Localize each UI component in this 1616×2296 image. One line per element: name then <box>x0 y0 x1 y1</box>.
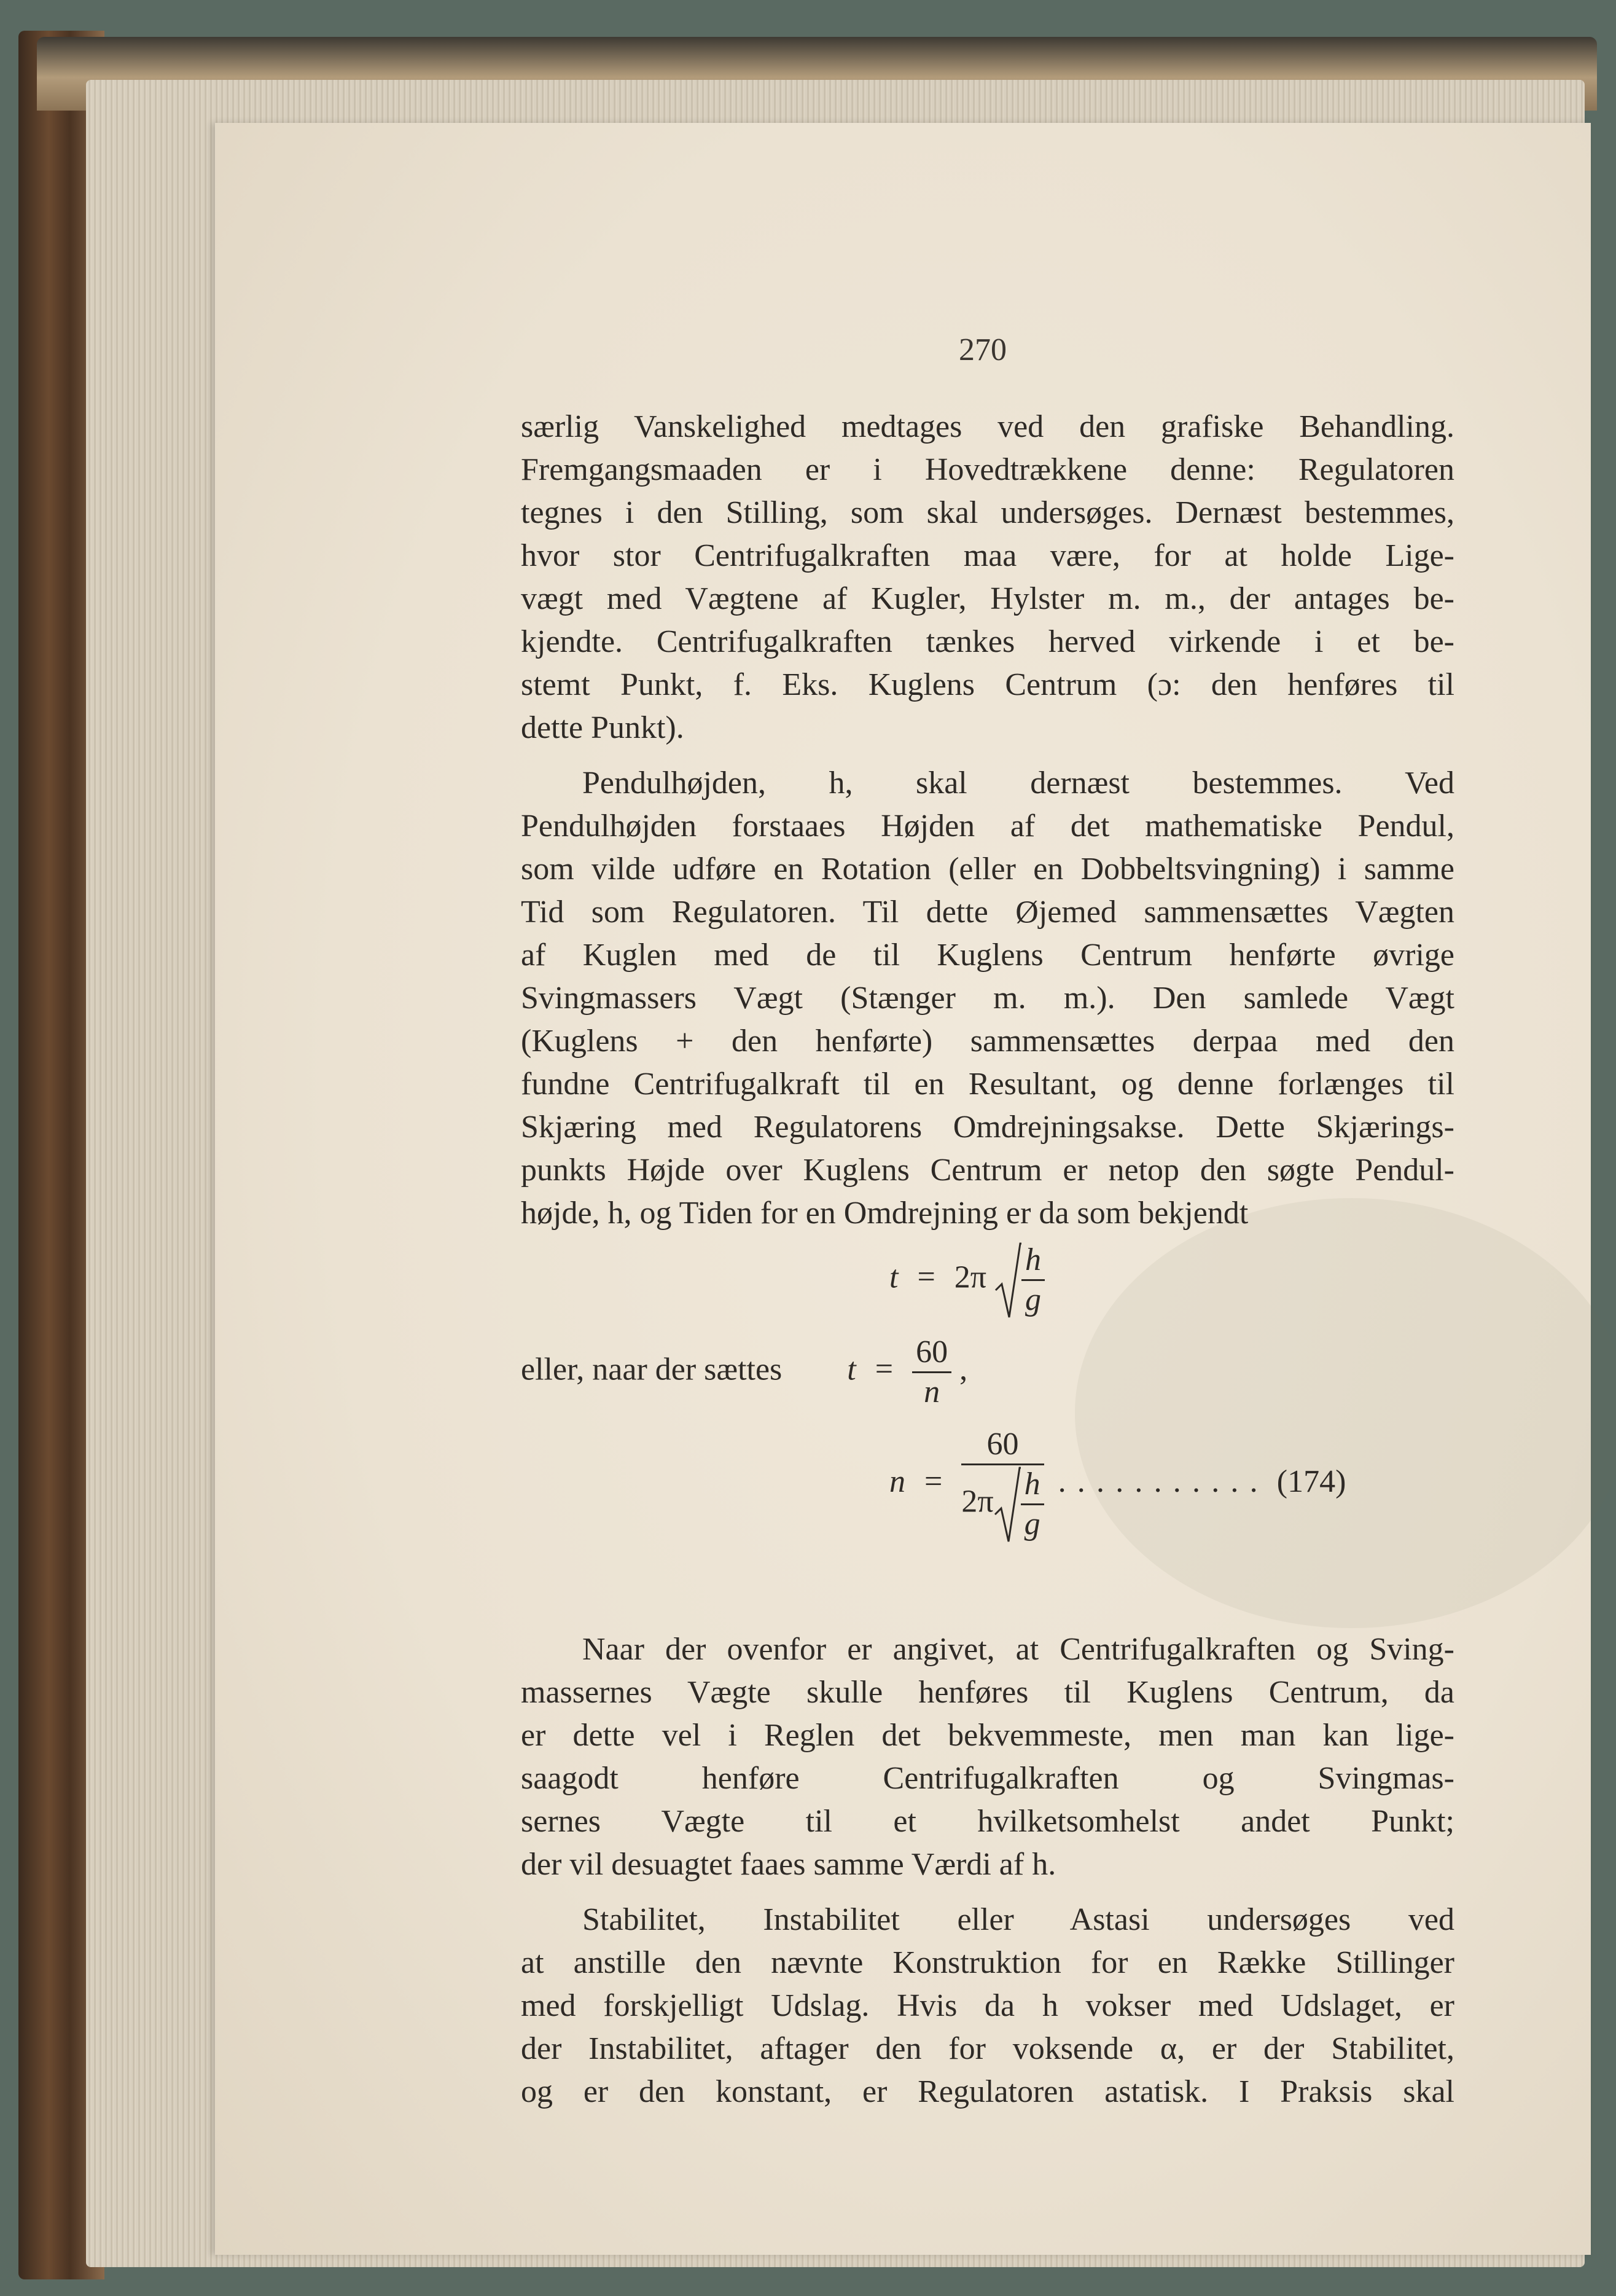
text-line: massernes Vægte skulle henføres til Kuglens Centrum, da <box>521 1675 1454 1710</box>
text-line: som vilde udføre en Rotation (eller en Dobbeltsvingning) i samme <box>521 852 1454 887</box>
fraction <box>961 1425 1044 1543</box>
formula-symbol: t <box>847 1352 856 1387</box>
text-line: med forskjelligt Udslag. Hvis da h vokser med Udslaget, er <box>521 1988 1454 2023</box>
text-line: og er den konstant, er Regulatoren astatisk. I Praksis skal <box>521 2074 1454 2109</box>
text-line: særlig Vanskelighed medtages ved den grafiske Behandling. <box>521 409 1454 444</box>
text-line: højde, h, og Tiden for en Omdrejning er da som bekjendt <box>521 1196 1249 1231</box>
square-root <box>994 1465 1044 1543</box>
text-line: der vil desuagtet faaes samme Værdi af h. <box>521 1847 1056 1882</box>
text-line: Naar der ovenfor er angivet, at Centrifugalkraften og Sving- <box>582 1632 1454 1667</box>
formula-174 <box>889 1425 1346 1543</box>
fraction <box>1021 1465 1044 1543</box>
formula-symbol: t <box>889 1260 899 1295</box>
text-line: dette Punkt). <box>521 710 684 745</box>
fraction <box>1021 1241 1045 1319</box>
fraction-numerator: 60 <box>912 1333 951 1373</box>
fraction-numerator: h <box>1021 1465 1044 1505</box>
formula-period <box>889 1241 1045 1319</box>
paragraph-2 <box>521 762 1454 1235</box>
text-line: Fremgangsmaaden er i Hovedtrækkene denne: Regulatoren <box>521 452 1454 487</box>
formula-symbol: n <box>889 1463 905 1499</box>
fraction <box>912 1333 951 1411</box>
formula-coefficient: 2π <box>954 1260 987 1295</box>
fraction-denominator: g <box>1024 1507 1040 1542</box>
paragraph-4 <box>521 1898 1454 2114</box>
formula-equals: = <box>917 1260 935 1295</box>
formula-prefix-text: eller, naar der sættes <box>521 1352 783 1387</box>
formula-coefficient: 2π <box>961 1484 994 1519</box>
text-line: tegnes i den Stilling, som skal undersøges. Dernæst bestemmes, <box>521 495 1454 530</box>
fraction-denominator <box>961 1465 1044 1543</box>
paragraph-1 <box>521 406 1454 750</box>
equation-number: (174) <box>1276 1463 1346 1499</box>
text-line: (Kuglens + den henførte) sammensættes derpaa med den <box>521 1024 1454 1059</box>
text-line: kjendte. Centrifugalkraften tænkes herved virkende i et be- <box>521 624 1454 659</box>
formula-equals: = <box>875 1352 894 1387</box>
square-root <box>994 1241 1045 1319</box>
text-line: vægt med Vægtene af Kugler, Hylster m. m., der antages be- <box>521 581 1454 616</box>
text-line: Skjæring med Regulatorens Omdrejningsakse. Dette Skjærings- <box>521 1110 1454 1145</box>
text-line: Tid som Regulatoren. Til dette Øjemed sammensættes Vægten <box>521 895 1454 930</box>
text-line: af Kuglen med de til Kuglens Centrum henførte øvrige <box>521 938 1454 973</box>
fraction-denominator: g <box>1025 1282 1042 1317</box>
fraction-numerator: 60 <box>961 1425 1044 1465</box>
formula-substitution <box>521 1333 967 1411</box>
text-line: hvor stor Centrifugalkraften maa være, for at holde Lige- <box>521 538 1454 573</box>
text-line: saagodt henføre Centrifugalkraften og Svingmas- <box>521 1761 1454 1796</box>
formula-comma: , <box>959 1352 968 1387</box>
text-line: Svingmassers Vægt (Stænger m. m.). Den samlede Vægt <box>521 981 1454 1016</box>
text-line: at anstille den nævnte Konstruktion for en Række Stillinger <box>521 1945 1454 1980</box>
text-line: der Instabilitet, aftager den for voksende α, er der Stabilitet, <box>521 2031 1454 2066</box>
text-line: fundne Centrifugalkraft til en Resultant, og denne forlænges til <box>521 1067 1454 1102</box>
fraction-numerator: h <box>1021 1241 1045 1281</box>
formula-equals: = <box>924 1463 943 1499</box>
radical-sign-icon <box>994 1241 1021 1321</box>
page-text <box>521 406 1454 2114</box>
page-number: 270 <box>959 332 1007 367</box>
paragraph-3 <box>521 1628 1454 1886</box>
text-line: Pendulhøjden forstaaes Højden af det mathematiske Pendul, <box>521 809 1454 844</box>
text-line: sernes Vægte til et hvilketsomhelst andet Punkt; <box>521 1804 1454 1839</box>
radical-sign-icon <box>994 1465 1021 1545</box>
text-line: Pendulhøjden, h, skal dernæst bestemmes. Ved <box>582 766 1454 801</box>
text-line: punkts Højde over Kuglens Centrum er netop den søgte Pendul- <box>521 1153 1454 1188</box>
text-line: er dette vel i Reglen det bekvemmeste, men man kan lige- <box>521 1718 1454 1753</box>
fraction-denominator: n <box>924 1374 940 1409</box>
text-line: stemt Punkt, f. Eks. Kuglens Centrum (ɔ: den henføres til <box>521 667 1454 702</box>
text-line: Stabilitet, Instabilitet eller Astasi undersøges ved <box>582 1902 1454 1937</box>
formula-block <box>521 1235 1454 1628</box>
leader-dots: ........... <box>1058 1463 1269 1499</box>
